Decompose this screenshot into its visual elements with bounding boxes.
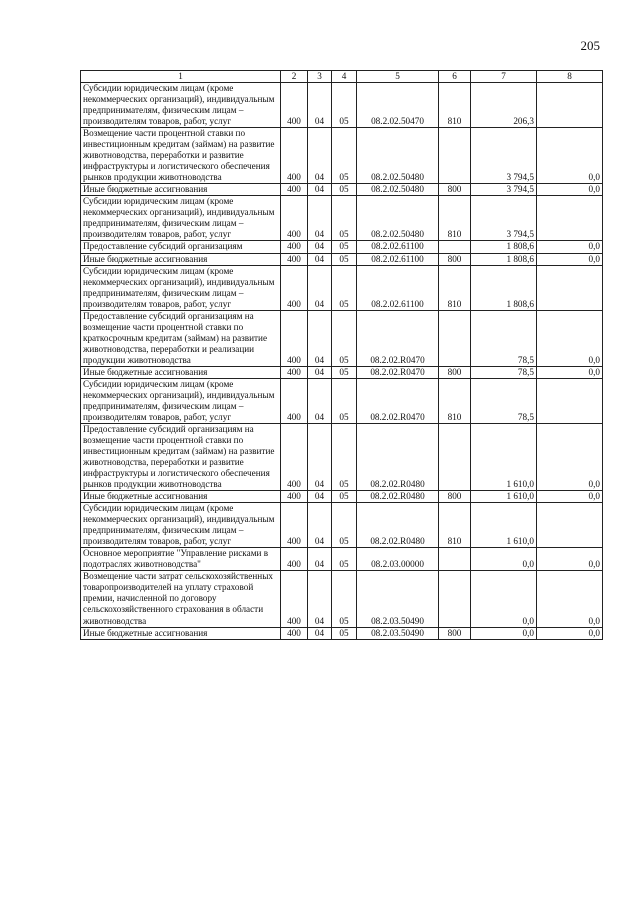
code-subsection: 05: [332, 491, 357, 503]
column-header: 7: [471, 71, 537, 83]
amount-col7: 78,5: [471, 366, 537, 378]
amount-col7: 1 808,6: [471, 241, 537, 253]
code-section: 04: [308, 503, 332, 548]
amount-col8: 0,0: [537, 241, 603, 253]
amount-col7: 1 610,0: [471, 423, 537, 490]
code-expense-type: 800: [439, 491, 471, 503]
amount-col8: 0,0: [537, 253, 603, 265]
amount-col8: 0,0: [537, 491, 603, 503]
amount-col7: 0,0: [471, 627, 537, 639]
amount-col8: 0,0: [537, 627, 603, 639]
table-row: [81, 196, 603, 241]
code-ministry: 400: [281, 491, 308, 503]
code-section: 04: [308, 491, 332, 503]
table-row: [81, 310, 603, 366]
page-number: 205: [580, 38, 600, 53]
code-subsection: 05: [332, 310, 357, 366]
code-section: 04: [308, 548, 332, 571]
code-expense-type: 800: [439, 253, 471, 265]
code-section: 04: [308, 627, 332, 639]
code-expense-type: 810: [439, 83, 471, 128]
code-target-article: 08.2.02.61100: [357, 265, 439, 310]
budget-table: [80, 70, 603, 640]
code-target-article: 08.2.03.00000: [357, 548, 439, 571]
code-subsection: 05: [332, 366, 357, 378]
item-name: Иные бюджетные ассигнования: [81, 184, 281, 196]
code-ministry: 400: [281, 548, 308, 571]
amount-col7: 1 610,0: [471, 503, 537, 548]
code-subsection: 05: [332, 627, 357, 639]
amount-col7: 78,5: [471, 378, 537, 423]
code-ministry: 400: [281, 378, 308, 423]
code-ministry: 400: [281, 196, 308, 241]
amount-col7: 78,5: [471, 310, 537, 366]
code-subsection: 05: [332, 503, 357, 548]
code-target-article: 08.2.02.R0480: [357, 423, 439, 490]
item-name: Субсидии юридическим лицам (кроме некоммерческих организаций), индивидуальным предпринимателям, физическим лицам – производителям товаров, работ, услуг: [81, 503, 281, 548]
amount-col8: 0,0: [537, 423, 603, 490]
table-row: [81, 571, 603, 627]
code-expense-type: 800: [439, 627, 471, 639]
column-header: 3: [308, 71, 332, 83]
amount-col8: 0,0: [537, 366, 603, 378]
table-row: [81, 241, 603, 253]
table-row: [81, 548, 603, 571]
code-expense-type: [439, 128, 471, 184]
column-header: 8: [537, 71, 603, 83]
code-expense-type: 810: [439, 503, 471, 548]
table-row: [81, 265, 603, 310]
code-section: 04: [308, 310, 332, 366]
amount-col7: 0,0: [471, 548, 537, 571]
code-target-article: 08.2.02.61100: [357, 241, 439, 253]
code-expense-type: [439, 423, 471, 490]
code-subsection: 05: [332, 253, 357, 265]
item-name: Возмещение части затрат сельскохозяйственных товаропроизводителей на уплату страховой премии, начисленной по договору сельскохозяйственного страхования в области животноводства: [81, 571, 281, 627]
code-expense-type: [439, 241, 471, 253]
code-section: 04: [308, 241, 332, 253]
amount-col8: 0,0: [537, 571, 603, 627]
item-name: Иные бюджетные ассигнования: [81, 491, 281, 503]
code-section: 04: [308, 196, 332, 241]
code-section: 04: [308, 366, 332, 378]
item-name: Возмещение части процентной ставки по инвестиционным кредитам (займам) на развитие животноводства, переработки и развитие инфраструктуры и логистического обеспечения рынков продукции животноводства: [81, 128, 281, 184]
item-name: Предоставление субсидий организациям на возмещение части процентной ставки по инвестиционным кредитам (займам) на развитие животноводства, переработки и развитие инфраструктуры и логистического обеспечения рынков продукции животноводства: [81, 423, 281, 490]
code-ministry: 400: [281, 184, 308, 196]
code-target-article: 08.2.03.50490: [357, 571, 439, 627]
item-name: Иные бюджетные ассигнования: [81, 366, 281, 378]
amount-col8: 0,0: [537, 128, 603, 184]
code-target-article: 08.2.02.50470: [357, 83, 439, 128]
code-target-article: 08.2.02.R0470: [357, 310, 439, 366]
amount-col8: 0,0: [537, 184, 603, 196]
code-expense-type: [439, 310, 471, 366]
code-ministry: 400: [281, 241, 308, 253]
code-section: 04: [308, 423, 332, 490]
amount-col7: 3 794,5: [471, 128, 537, 184]
table-row: [81, 83, 603, 128]
code-section: 04: [308, 83, 332, 128]
amount-col7: 1 808,6: [471, 265, 537, 310]
code-ministry: 400: [281, 571, 308, 627]
code-ministry: 400: [281, 265, 308, 310]
table-row: [81, 128, 603, 184]
amount-col8: [537, 503, 603, 548]
item-name: Основное мероприятие "Управление рисками в подотраслях животноводства": [81, 548, 281, 571]
item-name: Иные бюджетные ассигнования: [81, 627, 281, 639]
amount-col8: 0,0: [537, 548, 603, 571]
amount-col7: 0,0: [471, 571, 537, 627]
code-subsection: 05: [332, 548, 357, 571]
code-subsection: 05: [332, 196, 357, 241]
table-row: [81, 366, 603, 378]
code-ministry: 400: [281, 310, 308, 366]
code-section: 04: [308, 265, 332, 310]
table-row: [81, 184, 603, 196]
code-ministry: 400: [281, 128, 308, 184]
table-row: [81, 503, 603, 548]
column-header: 5: [357, 71, 439, 83]
code-subsection: 05: [332, 265, 357, 310]
table-row: [81, 423, 603, 490]
code-subsection: 05: [332, 378, 357, 423]
code-section: 04: [308, 378, 332, 423]
item-name: Субсидии юридическим лицам (кроме некоммерческих организаций), индивидуальным предпринимателям, физическим лицам – производителям товаров, работ, услуг: [81, 378, 281, 423]
code-expense-type: [439, 548, 471, 571]
table-row: [81, 378, 603, 423]
item-name: Субсидии юридическим лицам (кроме некоммерческих организаций), индивидуальным предпринимателям, физическим лицам – производителям товаров, работ, услуг: [81, 83, 281, 128]
code-ministry: 400: [281, 366, 308, 378]
code-ministry: 400: [281, 423, 308, 490]
item-name: Предоставление субсидий организациям на возмещение части процентной ставки по краткосрочным кредитам (займам) на развитие животноводства, переработки и реализации продукции животноводства: [81, 310, 281, 366]
column-header: 4: [332, 71, 357, 83]
amount-col7: 1 808,6: [471, 253, 537, 265]
amount-col8: [537, 196, 603, 241]
column-header: 1: [81, 71, 281, 83]
item-name: Субсидии юридическим лицам (кроме некоммерческих организаций), индивидуальным предпринимателям, физическим лицам – производителям товаров, работ, услуг: [81, 265, 281, 310]
code-expense-type: 810: [439, 378, 471, 423]
column-header: 2: [281, 71, 308, 83]
amount-col7: 3 794,5: [471, 184, 537, 196]
code-section: 04: [308, 253, 332, 265]
code-target-article: 08.2.02.R0470: [357, 378, 439, 423]
amount-col8: [537, 83, 603, 128]
item-name: Субсидии юридическим лицам (кроме некоммерческих организаций), индивидуальным предпринимателям, физическим лицам – производителям товаров, работ, услуг: [81, 196, 281, 241]
table-row: [81, 627, 603, 639]
code-expense-type: 800: [439, 184, 471, 196]
code-expense-type: 800: [439, 366, 471, 378]
table-row: [81, 253, 603, 265]
code-subsection: 05: [332, 128, 357, 184]
amount-col8: [537, 265, 603, 310]
code-target-article: 08.2.03.50490: [357, 627, 439, 639]
code-expense-type: [439, 571, 471, 627]
code-section: 04: [308, 128, 332, 184]
table-row: [81, 491, 603, 503]
amount-col7: 1 610,0: [471, 491, 537, 503]
code-expense-type: 810: [439, 265, 471, 310]
amount-col8: 0,0: [537, 310, 603, 366]
code-ministry: 400: [281, 503, 308, 548]
code-target-article: 08.2.02.R0470: [357, 366, 439, 378]
amount-col8: [537, 378, 603, 423]
code-ministry: 400: [281, 627, 308, 639]
code-target-article: 08.2.02.50480: [357, 196, 439, 241]
code-section: 04: [308, 571, 332, 627]
code-subsection: 05: [332, 423, 357, 490]
column-header: 6: [439, 71, 471, 83]
code-target-article: 08.2.02.R0480: [357, 503, 439, 548]
code-ministry: 400: [281, 253, 308, 265]
code-section: 04: [308, 184, 332, 196]
code-subsection: 05: [332, 571, 357, 627]
amount-col7: 206,3: [471, 83, 537, 128]
item-name: Предоставление субсидий организациям: [81, 241, 281, 253]
code-ministry: 400: [281, 83, 308, 128]
code-target-article: 08.2.02.R0480: [357, 491, 439, 503]
code-expense-type: 810: [439, 196, 471, 241]
item-name: Иные бюджетные ассигнования: [81, 253, 281, 265]
amount-col7: 3 794,5: [471, 196, 537, 241]
code-subsection: 05: [332, 184, 357, 196]
code-subsection: 05: [332, 241, 357, 253]
code-target-article: 08.2.02.50480: [357, 128, 439, 184]
code-target-article: 08.2.02.50480: [357, 184, 439, 196]
code-subsection: 05: [332, 83, 357, 128]
header-row: [81, 71, 603, 83]
code-target-article: 08.2.02.61100: [357, 253, 439, 265]
